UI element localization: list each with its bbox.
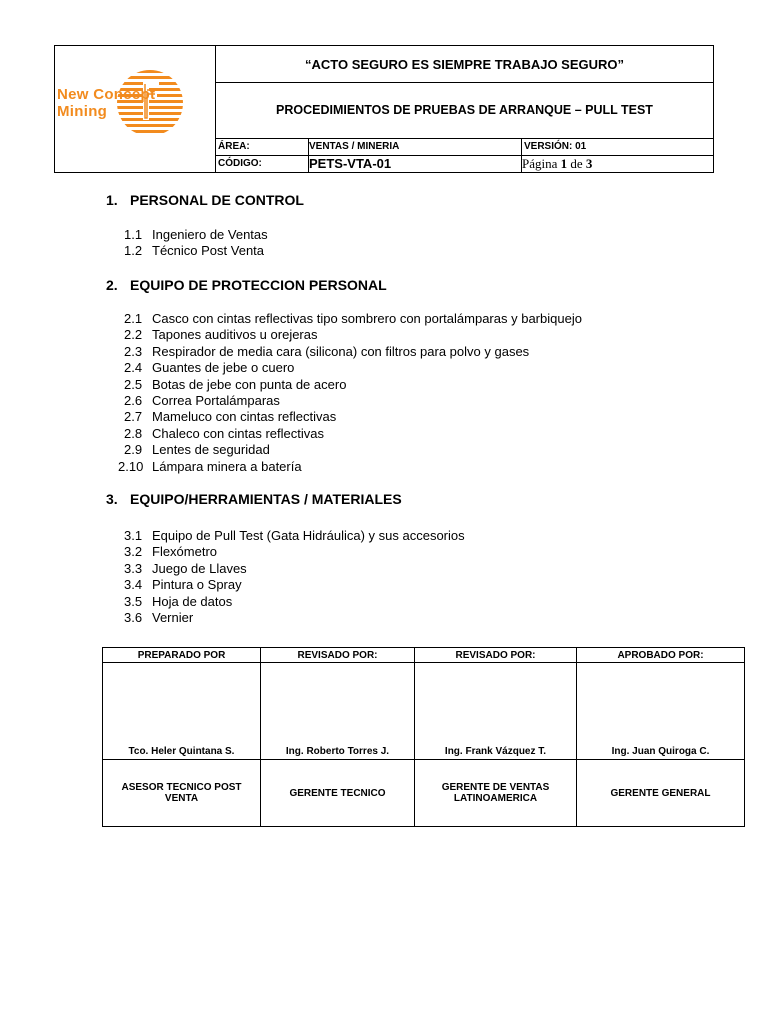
section-title-equipo: 3. EQUIPO/HERRAMIENTAS / MATERIALES <box>106 491 402 507</box>
procedure-title: PROCEDIMIENTOS DE PRUEBAS DE ARRANQUE – PULL TEST <box>216 83 714 138</box>
list-item: 2.8 Chaleco con cintas reflectivas <box>124 425 324 441</box>
reviewed-by-header: REVISADO POR: <box>415 648 577 663</box>
list-item: 3.5 Hoja de datos <box>124 593 233 609</box>
page-indicator: Página 1 de 3 <box>522 155 714 172</box>
signer-role: GERENTE TECNICO <box>261 760 415 827</box>
signer-name: Ing. Juan Quiroga C. <box>577 663 745 760</box>
section-title-personal: 1. PERSONAL DE CONTROL <box>106 192 304 208</box>
list-item: 3.3 Juego de Llaves <box>124 560 247 576</box>
list-item: 3.1 Equipo de Pull Test (Gata Hidráulica) y sus accesorios <box>124 528 465 543</box>
company-name: New Concept Mining <box>57 86 156 120</box>
reviewed-by-header: REVISADO POR: <box>261 648 415 663</box>
approved-by-header: APROBADO POR: <box>577 648 745 663</box>
signer-role: GERENTE DE VENTAS LATINOAMERICA <box>415 760 577 827</box>
list-item: 3.2 Flexómetro <box>124 544 218 560</box>
section-title-epp: 2. EQUIPO DE PROTECCION PERSONAL <box>106 277 387 293</box>
document-header <box>54 45 714 173</box>
list-item: 2.6 Correa Portalámparas <box>124 393 280 409</box>
list-item: 2.3 Respirador de media cara (silicona) con filtros para polvo y gases <box>124 343 530 359</box>
list-item: 2.9 Lentes de seguridad <box>124 442 270 458</box>
list-item: 2.1 Casco con cintas reflectivas tipo sombrero con portalámparas y barbiquejo <box>124 311 582 326</box>
epp-list <box>112 311 582 475</box>
list-item: 1.1 Ingeniero de Ventas <box>124 227 268 242</box>
list-item: 3.6 Vernier <box>124 610 194 626</box>
equipo-list <box>112 528 465 626</box>
list-item: 2.10 Lámpara minera a batería <box>118 458 302 474</box>
safety-slogan: “ACTO SEGURO ES SIEMPRE TRABAJO SEGURO” <box>216 46 714 83</box>
list-item: 2.2 Tapones auditivos u orejeras <box>124 327 318 343</box>
list-item: 1.2 Técnico Post Venta <box>124 243 265 259</box>
signer-role: ASESOR TECNICO POST VENTA <box>103 760 261 827</box>
company-logo <box>55 46 216 173</box>
prepared-by-header: PREPARADO POR <box>103 648 261 663</box>
code-label: CÓDIGO: <box>216 155 309 172</box>
list-item: 2.7 Mameluco con cintas reflectivas <box>124 409 337 425</box>
area-value: VENTAS / MINERIA <box>309 138 522 155</box>
list-item: 2.4 Guantes de jebe o cuero <box>124 360 295 376</box>
signer-name: Tco. Heler Quintana S. <box>103 663 261 760</box>
approval-table <box>102 647 745 827</box>
code-value: PETS-VTA-01 <box>309 155 522 172</box>
personal-list <box>112 227 268 260</box>
area-label: ÁREA: <box>216 138 309 155</box>
signer-role: GERENTE GENERAL <box>577 760 745 827</box>
list-item: 3.4 Pintura o Spray <box>124 577 242 593</box>
signer-name: Ing. Roberto Torres J. <box>261 663 415 760</box>
list-item: 2.5 Botas de jebe con punta de acero <box>124 376 347 392</box>
signer-name: Ing. Frank Vázquez T. <box>415 663 577 760</box>
version-label: VERSIÓN: 01 <box>522 138 714 155</box>
